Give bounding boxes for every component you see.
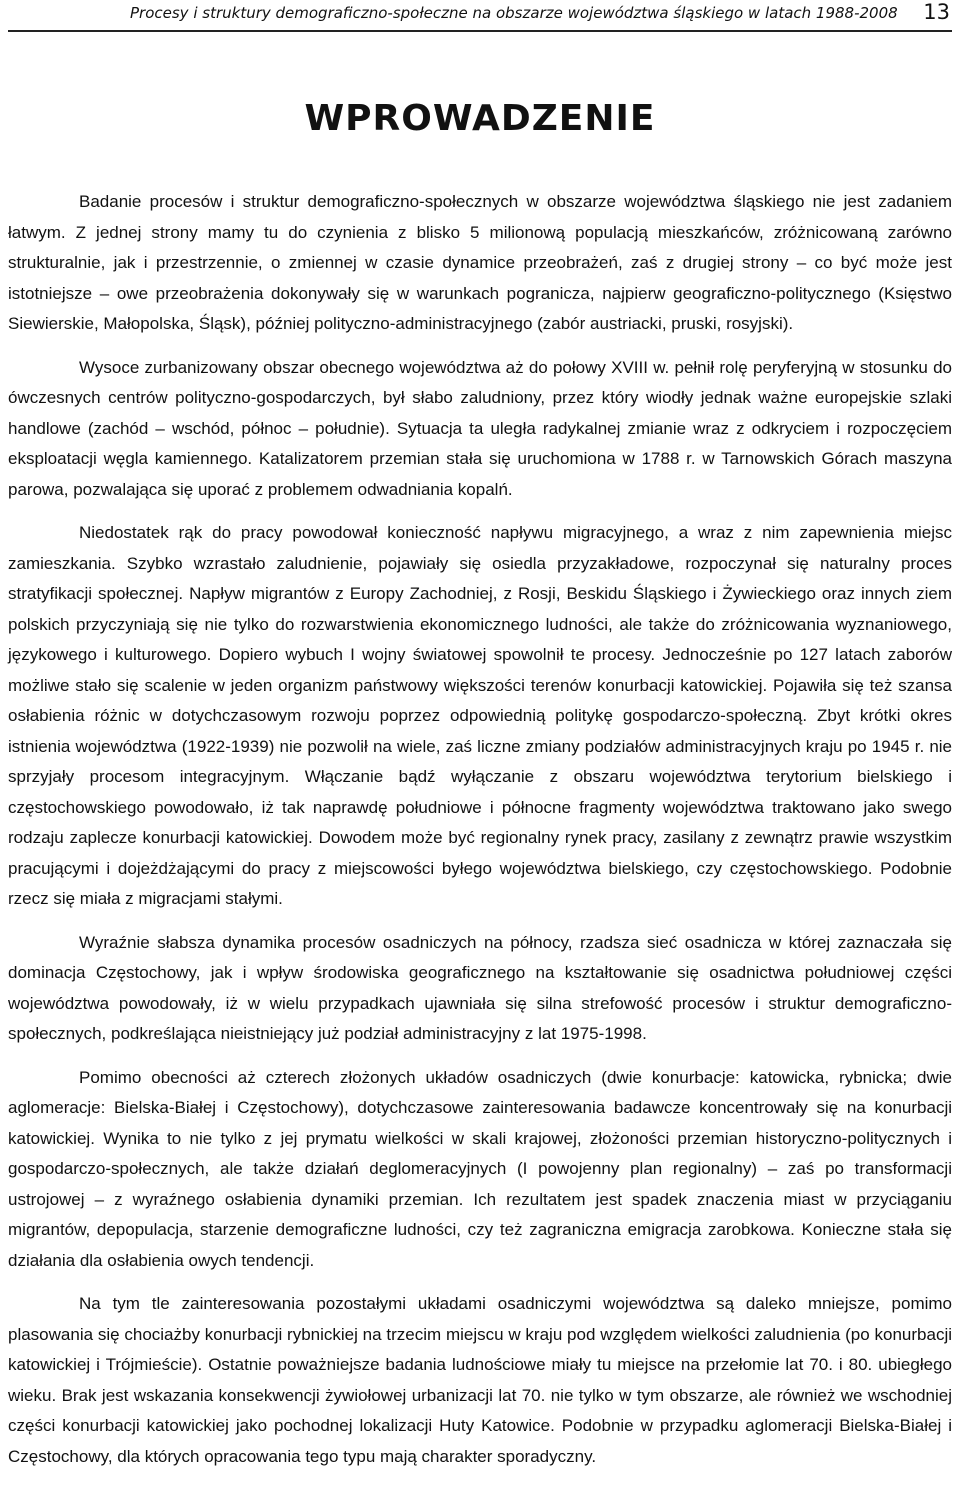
body-text	[8, 187, 952, 1485]
page-number: 13	[923, 0, 950, 24]
paragraph: Na tym tle zainteresowania pozostałymi układami osadniczymi województwa są daleko mniejsze, pomimo plasowania się chociażby konurbacji rybnickiej na trzecim miejscu w kraju pod względem wielkości zaludnienia (po konurbacji katowickiej i Trójmieście). Ostatnie poważniejsze badania ludnościowe miały tu miejsce na przełomie lat 70. i 80. ubiegłego wieku. Brak jest wskazania konsekwencji żywiołowej urbanizacji lat 70. nie tylko w tym obszarze, ale również we wschodniej części konurbacji katowickiej jako pochodnej lokalizacji Huty Katowice. Podobnie w przypadku aglomeracji Bielska-Białej i Częstochowy, dla których opracowania tego typu mają charakter sporadyczny.	[8, 1294, 952, 1466]
running-title: Procesy i struktury demograficzno-społeczne na obszarze województwa śląskiego w latach 1988-2008	[130, 4, 898, 22]
paragraph: Wysoce zurbanizowany obszar obecnego województwa aż do połowy XVIII w. pełnił rolę peryferyjną w stosunku do ówczesnych centrów polityczno-gospodarczych, był słabo zaludniony, przez który wiodły jednak ważne europejskie szlaki handlowe (zachód – wschód, północ – południe). Sytuacja ta uległa radykalnej zmianie wraz z odkryciem i rozpoczęciem eksploatacji węgla kamiennego. Katalizatorem przemian stała się uruchomiona w 1788 r. w Tarnowskich Górach maszyna parowa, pozwalająca się uporać z problemem odwadniania kopalń.	[8, 357, 952, 499]
paragraph: Badanie procesów i struktur demograficzno-społecznych w obszarze województwa śląskiego nie jest zadaniem łatwym. Z jednej strony mamy tu do czynienia z blisko 5 milionową populacją mieszkańców, zróżnicowaną zarówno strukturalnie, jak i przestrzennie, o zmiennej w czasie dynamice przeobrażeń, zaś z drugiej strony – co być może jest istotniejsze – owe przeobrażenia dokonywały się w warunkach pogranicza, najpierw geograficzno-politycznego (Księstwo Siewierskie, Małopolska, Śląsk), później polityczno-administracyjnego (zabór austriacki, pruski, rosyjski).	[8, 192, 952, 333]
paragraph: Wyraźnie słabsza dynamika procesów osadniczych na północy, rzadsza sieć osadnicza w której zaznaczała się dominacja Częstochowy, jak i wpływ środowiska geograficznego na kształtowanie się osadnictwa południowej części województwa powodowały, iż w wielu przypadkach ujawniała się silna strefowość procesów i struktur demograficzno-społecznych, podkreślająca nieistniejący już podział administracyjny z lat 1975-1998.	[8, 932, 952, 1043]
chapter-title: WPROWADZENIE	[304, 98, 656, 140]
page-header	[8, 0, 952, 32]
paragraph: Pomimo obecności aż czterech złożonych układów osadniczych (dwie konurbacje: katowicka, rybnicka; dwie aglomeracje: Bielska-Białej i Częstochowy), dotychczasowe zainteresowania badawcze koncentrowały się na konurbacji katowickiej. Wynika to nie tylko z jej prymatu wielkości w skali krajowej, złożoności przemian historyczno-politycznych i gospodarczo-społecznych, ale także działań deglomeracyjnych (I powojenny plan regionalny) – zaś po transformacji ustrojowej – z wyraźnego osłabienia dynamiki przemian. Ich rezultatem jest spadek znaczenia miast w przyciąganiu migrantów, depopulacja, starzenie demograficzne ludności, czy też zagraniczna emigracja zarobkowa. Konieczne stała się działania dla osłabienia owych tendencji.	[8, 1067, 952, 1270]
paragraph: Niedostatek rąk do pracy powodował konieczność napływu migracyjnego, a wraz z nim zapewnienia miejsc zamieszkania. Szybko wzrastało zaludnienie, pojawiały się osiedla przyzakładowe, rozpoczynał się naturalny proces stratyfikacji społecznej. Napływ migrantów z Europy Zachodniej, z Rosji, Beskidu Śląskiego i Żywieckiego oraz innych ziem polskich przyczyniają się nie tylko do rozwarstwienia ekonomicznego ludności, ale także do zróżnicowania wyznaniowego, językowego i kulturowego. Dopiero wybuch I wojny światowej spowolnił te procesy. Jednocześnie po 127 latach zaborów możliwe stało się scalenie w jeden organizm państwowy większości terenów konurbacji katowickiej. Pojawiła się też szansa osłabienia różnic w dotychczasowym rozwoju poprzez odpowiednią politykę gospodarczo-społeczną. Zbyt krótki okres istnienia województwa (1922-1939) nie pozwolił na wiele, zaś liczne zmiany podziałów administracyjnych kraju po 1945 r. nie sprzyjały procesom integracyjnym. Włączanie bądź wyłączanie z obszaru województwa terytorium bielskiego i częstochowskiego powodowało, iż tak naprawdę południowe i północne fragmenty województwa traktowano jako swego rodzaju zaplecze konurbacji katowickiej. Dowodem może być regionalny rynek pracy, zasilany z zewnątrz prawie wszystkim pracującymi i dojeżdżającymi do pracy z miejscowości byłego województwa bielskiego, czy częstochowskiego. Podobnie rzecz się miała z migracjami stałymi.	[8, 523, 952, 908]
